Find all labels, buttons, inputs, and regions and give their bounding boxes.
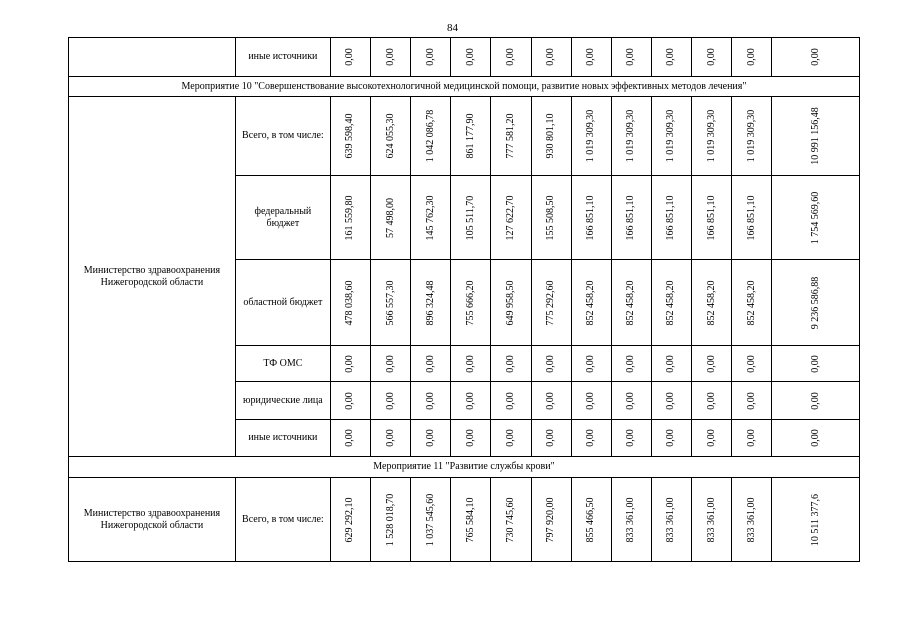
value-cell (732, 176, 772, 260)
value-cell (411, 346, 451, 382)
value-text: 105 511,70 (464, 195, 476, 240)
value-cell (651, 420, 691, 457)
value-cell (571, 420, 611, 457)
value-cell (491, 97, 531, 176)
value-cell (330, 97, 370, 176)
value-text: 833 361,00 (745, 497, 757, 542)
value-cell (571, 38, 611, 77)
value-cell (611, 478, 651, 562)
value-text: 0,00 (384, 391, 396, 410)
value-text: 0,00 (344, 429, 356, 447)
value-cell (692, 382, 732, 420)
value-text: 0,00 (745, 429, 757, 447)
value-cell (732, 260, 772, 346)
value-cell (371, 382, 411, 420)
value-cell (692, 176, 732, 260)
measure-header-row (69, 77, 860, 97)
value-text: 0,00 (504, 48, 516, 66)
table-row (69, 97, 860, 176)
value-text: 0,00 (745, 48, 757, 66)
value-text: 1 037 545,60 (424, 493, 436, 546)
value-cell (330, 382, 370, 420)
value-text: 166 851,10 (625, 195, 637, 240)
organization-cell: Министерство здравоохранения Нижегородской области (69, 97, 236, 457)
value-text: 0,00 (545, 354, 557, 373)
value-text: 166 851,10 (745, 195, 757, 240)
value-cell (692, 38, 732, 77)
value-text: 0,00 (424, 48, 436, 66)
value-cell (772, 346, 860, 382)
value-text: 478 038,60 (344, 280, 356, 325)
page-number: 84 (447, 22, 458, 34)
value-text: 166 851,10 (585, 195, 597, 240)
value-cell (451, 382, 491, 420)
value-cell (571, 260, 611, 346)
value-cell (692, 260, 732, 346)
value-cell (411, 478, 451, 562)
value-cell (411, 260, 451, 346)
value-cell (571, 478, 611, 562)
value-text: 852 458,20 (585, 280, 597, 325)
value-cell (692, 97, 732, 176)
value-cell (611, 346, 651, 382)
value-text: 649 958,50 (504, 280, 516, 325)
value-text: 0,00 (504, 391, 516, 410)
value-text: 0,00 (705, 48, 717, 66)
value-text: 896 324,48 (424, 280, 436, 325)
value-text: 1 754 569,60 (809, 191, 821, 244)
value-cell (451, 97, 491, 176)
value-text: 9 236 586,88 (809, 276, 821, 329)
value-text: 0,00 (545, 391, 557, 410)
value-text: 1 019 309,30 (625, 109, 637, 163)
budget-table (68, 37, 860, 562)
value-cell (491, 176, 531, 260)
table-row (69, 38, 860, 77)
value-cell (732, 420, 772, 457)
value-text: 730 745,60 (504, 497, 516, 542)
value-text: 852 458,20 (665, 280, 677, 325)
value-cell (371, 478, 411, 562)
value-text: 797 920,00 (545, 497, 557, 542)
value-cell (371, 346, 411, 382)
value-cell (611, 176, 651, 260)
value-text: 0,00 (665, 354, 677, 373)
value-cell (371, 38, 411, 77)
value-text: 127 622,70 (504, 195, 516, 240)
source-label: Всего, в том числе: (235, 478, 330, 562)
value-cell (491, 260, 531, 346)
value-cell (692, 346, 732, 382)
value-text: 1 019 309,30 (585, 109, 597, 163)
source-label: иные источники (235, 38, 330, 77)
value-text: 0,00 (384, 48, 396, 66)
value-cell (491, 346, 531, 382)
value-cell (772, 38, 860, 77)
value-cell (692, 478, 732, 562)
source-label: Всего, в том числе: (235, 97, 330, 176)
value-cell (491, 382, 531, 420)
value-text: 0,00 (545, 429, 557, 447)
value-text: 145 762,30 (424, 195, 436, 240)
value-cell (451, 420, 491, 457)
value-cell (651, 382, 691, 420)
value-cell (531, 97, 571, 176)
value-text: 155 508,50 (545, 195, 557, 240)
value-cell (531, 478, 571, 562)
value-text: 0,00 (665, 48, 677, 66)
value-text: 0,00 (745, 354, 757, 373)
value-text: 765 584,10 (464, 497, 476, 542)
value-cell (611, 420, 651, 457)
value-cell (772, 478, 860, 562)
value-text: 0,00 (745, 391, 757, 410)
value-text: 0,00 (464, 429, 476, 447)
value-text: 10 991 156,48 (809, 107, 821, 165)
value-text: 0,00 (809, 48, 821, 66)
value-cell (651, 346, 691, 382)
value-text: 833 361,00 (705, 497, 717, 542)
value-text: 1 019 309,30 (665, 109, 677, 163)
value-text: 775 292,60 (545, 280, 557, 325)
value-cell (371, 260, 411, 346)
value-cell (451, 260, 491, 346)
value-text: 833 361,00 (625, 497, 637, 542)
value-cell (571, 382, 611, 420)
value-cell (371, 176, 411, 260)
value-cell (571, 97, 611, 176)
value-text: 639 598,40 (344, 113, 356, 159)
value-text: 1 019 309,30 (705, 109, 717, 163)
value-cell (571, 346, 611, 382)
value-cell (411, 97, 451, 176)
value-cell (491, 38, 531, 77)
value-cell (531, 176, 571, 260)
value-cell (330, 38, 370, 77)
value-text: 0,00 (665, 429, 677, 447)
value-text: 1 019 309,30 (745, 109, 757, 163)
value-cell (772, 420, 860, 457)
value-text: 0,00 (625, 429, 637, 447)
value-text: 0,00 (384, 354, 396, 373)
value-text: 930 801,10 (545, 113, 557, 159)
value-cell (411, 420, 451, 457)
value-text: 161 559,80 (344, 195, 356, 240)
value-cell (651, 478, 691, 562)
value-text: 166 851,10 (665, 195, 677, 240)
value-cell (330, 420, 370, 457)
value-cell (772, 382, 860, 420)
value-text: 0,00 (424, 429, 436, 447)
value-cell (491, 478, 531, 562)
value-text: 755 666,20 (464, 280, 476, 325)
value-text: 852 458,20 (705, 280, 717, 325)
value-cell (732, 478, 772, 562)
value-cell (772, 176, 860, 260)
value-cell (531, 420, 571, 457)
value-cell (651, 38, 691, 77)
measure-header-row (69, 457, 860, 478)
source-label: ТФ ОМС (235, 346, 330, 382)
value-cell (692, 420, 732, 457)
value-cell (651, 176, 691, 260)
value-text: 1 528 018,70 (384, 493, 396, 546)
value-text: 0,00 (424, 354, 436, 373)
value-cell (611, 260, 651, 346)
value-cell (330, 176, 370, 260)
value-text: 0,00 (705, 391, 717, 410)
value-cell (732, 346, 772, 382)
value-text: 0,00 (504, 429, 516, 447)
value-text: 0,00 (464, 48, 476, 66)
table-row (69, 478, 860, 562)
value-cell (651, 97, 691, 176)
value-text: 0,00 (424, 391, 436, 410)
value-text: 1 042 086,78 (424, 109, 436, 163)
value-text: 0,00 (705, 354, 717, 373)
value-text: 629 292,10 (344, 497, 356, 542)
value-text: 566 557,30 (384, 280, 396, 325)
value-cell (451, 176, 491, 260)
value-text: 0,00 (344, 391, 356, 410)
value-text: 0,00 (585, 48, 597, 66)
value-cell (772, 260, 860, 346)
source-label: федеральный бюджет (235, 176, 330, 260)
value-cell (411, 382, 451, 420)
source-label: областной бюджет (235, 260, 330, 346)
value-cell (371, 97, 411, 176)
value-cell (651, 260, 691, 346)
value-text: 0,00 (585, 354, 597, 373)
empty-org-cell (69, 38, 236, 77)
value-cell (611, 97, 651, 176)
value-cell (531, 260, 571, 346)
value-text: 0,00 (545, 48, 557, 66)
value-cell (531, 38, 571, 77)
value-cell (531, 382, 571, 420)
value-text: 0,00 (585, 429, 597, 447)
value-text: 57 498,00 (384, 197, 396, 238)
value-text: 0,00 (344, 48, 356, 66)
value-text: 0,00 (384, 429, 396, 447)
value-cell (411, 176, 451, 260)
value-text: 861 177,90 (464, 113, 476, 159)
value-cell (732, 97, 772, 176)
value-cell (330, 260, 370, 346)
value-cell (611, 382, 651, 420)
measure-title: Мероприятие 10 "Совершенствование высокотехнологичной медицинской помощи, развитие новых эффективных методов лечения" (69, 77, 860, 97)
measure-title: Мероприятие 11 "Развитие службы крови" (69, 457, 860, 478)
value-cell (491, 420, 531, 457)
value-text: 166 851,10 (705, 195, 717, 240)
organization-cell: Министерство здравоохранения Нижегородской области (69, 478, 236, 562)
value-text: 0,00 (585, 391, 597, 410)
value-text: 0,00 (705, 429, 717, 447)
value-cell (531, 346, 571, 382)
value-text: 624 055,30 (384, 113, 396, 159)
value-cell (371, 420, 411, 457)
value-cell (772, 97, 860, 176)
value-text: 0,00 (504, 354, 516, 373)
value-text: 0,00 (464, 391, 476, 410)
value-text: 833 361,00 (665, 497, 677, 542)
value-cell (451, 38, 491, 77)
value-cell (330, 346, 370, 382)
value-text: 0,00 (344, 354, 356, 373)
value-cell (451, 346, 491, 382)
value-text: 0,00 (464, 354, 476, 373)
value-cell (732, 38, 772, 77)
value-cell (411, 38, 451, 77)
value-text: 0,00 (809, 354, 821, 373)
value-text: 852 458,20 (745, 280, 757, 325)
value-text: 0,00 (625, 354, 637, 373)
value-cell (611, 38, 651, 77)
value-cell (451, 478, 491, 562)
value-text: 0,00 (665, 391, 677, 410)
value-text: 0,00 (809, 391, 821, 410)
value-text: 0,00 (809, 429, 821, 447)
value-text: 777 581,20 (504, 113, 516, 159)
value-text: 855 466,50 (585, 497, 597, 542)
source-label: иные источники (235, 420, 330, 457)
value-text: 0,00 (625, 48, 637, 66)
value-cell (330, 478, 370, 562)
value-cell (571, 176, 611, 260)
value-text: 852 458,20 (625, 280, 637, 325)
value-cell (732, 382, 772, 420)
value-text: 0,00 (625, 391, 637, 410)
source-label: юридические лица (235, 382, 330, 420)
value-text: 10 511 377,6 (809, 493, 821, 546)
